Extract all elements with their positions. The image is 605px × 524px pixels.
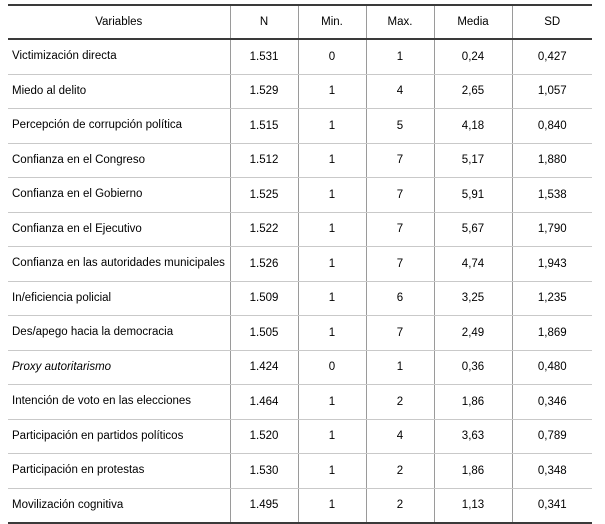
- column-header-max: Max.: [366, 5, 434, 39]
- cell-sd: 0,840: [512, 109, 592, 144]
- cell-sd: 1,057: [512, 74, 592, 109]
- column-header-n: N: [230, 5, 298, 39]
- table-row: [8, 39, 592, 74]
- column-header-media: Media: [434, 5, 512, 39]
- cell-variable: Participación en partidos políticos: [8, 419, 230, 454]
- cell-variable: Confianza en el Gobierno: [8, 178, 230, 213]
- cell-variable: Victimización directa: [8, 39, 230, 74]
- cell-max: 4: [366, 74, 434, 109]
- cell-sd: 1,869: [512, 316, 592, 351]
- table-row: [8, 385, 592, 420]
- table-row: [8, 247, 592, 282]
- cell-media: 0,24: [434, 39, 512, 74]
- cell-n: 1.424: [230, 350, 298, 385]
- cell-variable: Proxy autoritarismo: [8, 350, 230, 385]
- table-row: [8, 143, 592, 178]
- cell-n: 1.522: [230, 212, 298, 247]
- cell-sd: 0,341: [512, 488, 592, 523]
- cell-media: 5,17: [434, 143, 512, 178]
- cell-max: 4: [366, 419, 434, 454]
- column-header-sd: SD: [512, 5, 592, 39]
- cell-n: 1.520: [230, 419, 298, 454]
- cell-max: 7: [366, 316, 434, 351]
- statistics-table-container: [8, 4, 592, 524]
- cell-n: 1.515: [230, 109, 298, 144]
- cell-n: 1.530: [230, 454, 298, 489]
- cell-max: 5: [366, 109, 434, 144]
- cell-variable: Confianza en las autoridades municipales: [8, 247, 230, 282]
- cell-variable: In/eficiencia policial: [8, 281, 230, 316]
- cell-n: 1.525: [230, 178, 298, 213]
- cell-variable: Movilización cognitiva: [8, 488, 230, 523]
- cell-min: 1: [298, 419, 366, 454]
- cell-n: 1.512: [230, 143, 298, 178]
- cell-min: 1: [298, 247, 366, 282]
- cell-min: 0: [298, 350, 366, 385]
- cell-variable: Confianza en el Congreso: [8, 143, 230, 178]
- cell-sd: 1,943: [512, 247, 592, 282]
- cell-min: 1: [298, 212, 366, 247]
- cell-sd: 0,789: [512, 419, 592, 454]
- table-row: [8, 212, 592, 247]
- cell-media: 1,13: [434, 488, 512, 523]
- cell-variable: Participación en protestas: [8, 454, 230, 489]
- cell-min: 1: [298, 143, 366, 178]
- cell-max: 1: [366, 39, 434, 74]
- cell-min: 1: [298, 74, 366, 109]
- cell-sd: 1,790: [512, 212, 592, 247]
- cell-min: 1: [298, 178, 366, 213]
- cell-min: 1: [298, 488, 366, 523]
- cell-sd: 0,348: [512, 454, 592, 489]
- cell-sd: 0,480: [512, 350, 592, 385]
- cell-max: 2: [366, 385, 434, 420]
- cell-max: 7: [366, 178, 434, 213]
- cell-media: 5,67: [434, 212, 512, 247]
- table-row: [8, 109, 592, 144]
- cell-media: 1,86: [434, 454, 512, 489]
- cell-min: 1: [298, 385, 366, 420]
- cell-max: 7: [366, 247, 434, 282]
- cell-media: 0,36: [434, 350, 512, 385]
- cell-media: 2,49: [434, 316, 512, 351]
- cell-n: 1.529: [230, 74, 298, 109]
- table-body: [8, 39, 592, 523]
- cell-n: 1.526: [230, 247, 298, 282]
- cell-variable: Confianza en el Ejecutivo: [8, 212, 230, 247]
- cell-n: 1.495: [230, 488, 298, 523]
- cell-max: 2: [366, 488, 434, 523]
- cell-variable: Miedo al delito: [8, 74, 230, 109]
- table-row: [8, 454, 592, 489]
- cell-sd: 1,235: [512, 281, 592, 316]
- cell-n: 1.505: [230, 316, 298, 351]
- cell-sd: 1,538: [512, 178, 592, 213]
- table-row: [8, 178, 592, 213]
- cell-n: 1.464: [230, 385, 298, 420]
- table-row: [8, 488, 592, 523]
- table-row: [8, 419, 592, 454]
- cell-max: 7: [366, 143, 434, 178]
- table-header: [8, 5, 592, 39]
- column-header-min: Min.: [298, 5, 366, 39]
- cell-variable: Percepción de corrupción política: [8, 109, 230, 144]
- cell-max: 2: [366, 454, 434, 489]
- cell-min: 1: [298, 454, 366, 489]
- cell-sd: 0,346: [512, 385, 592, 420]
- cell-min: 0: [298, 39, 366, 74]
- table-header-row: [8, 5, 592, 39]
- cell-max: 1: [366, 350, 434, 385]
- cell-max: 7: [366, 212, 434, 247]
- table-row: [8, 74, 592, 109]
- cell-media: 4,18: [434, 109, 512, 144]
- cell-n: 1.531: [230, 39, 298, 74]
- cell-media: 2,65: [434, 74, 512, 109]
- cell-min: 1: [298, 109, 366, 144]
- table-row: [8, 350, 592, 385]
- cell-media: 3,63: [434, 419, 512, 454]
- cell-media: 4,74: [434, 247, 512, 282]
- table-row: [8, 281, 592, 316]
- cell-n: 1.509: [230, 281, 298, 316]
- cell-sd: 1,880: [512, 143, 592, 178]
- cell-min: 1: [298, 316, 366, 351]
- cell-sd: 0,427: [512, 39, 592, 74]
- column-header-variables: Variables: [8, 5, 230, 39]
- cell-media: 3,25: [434, 281, 512, 316]
- descriptive-statistics-table: [8, 4, 592, 524]
- cell-min: 1: [298, 281, 366, 316]
- cell-media: 1,86: [434, 385, 512, 420]
- cell-media: 5,91: [434, 178, 512, 213]
- table-row: [8, 316, 592, 351]
- cell-max: 6: [366, 281, 434, 316]
- cell-variable: Intención de voto en las elecciones: [8, 385, 230, 420]
- cell-variable: Des/apego hacia la democracia: [8, 316, 230, 351]
